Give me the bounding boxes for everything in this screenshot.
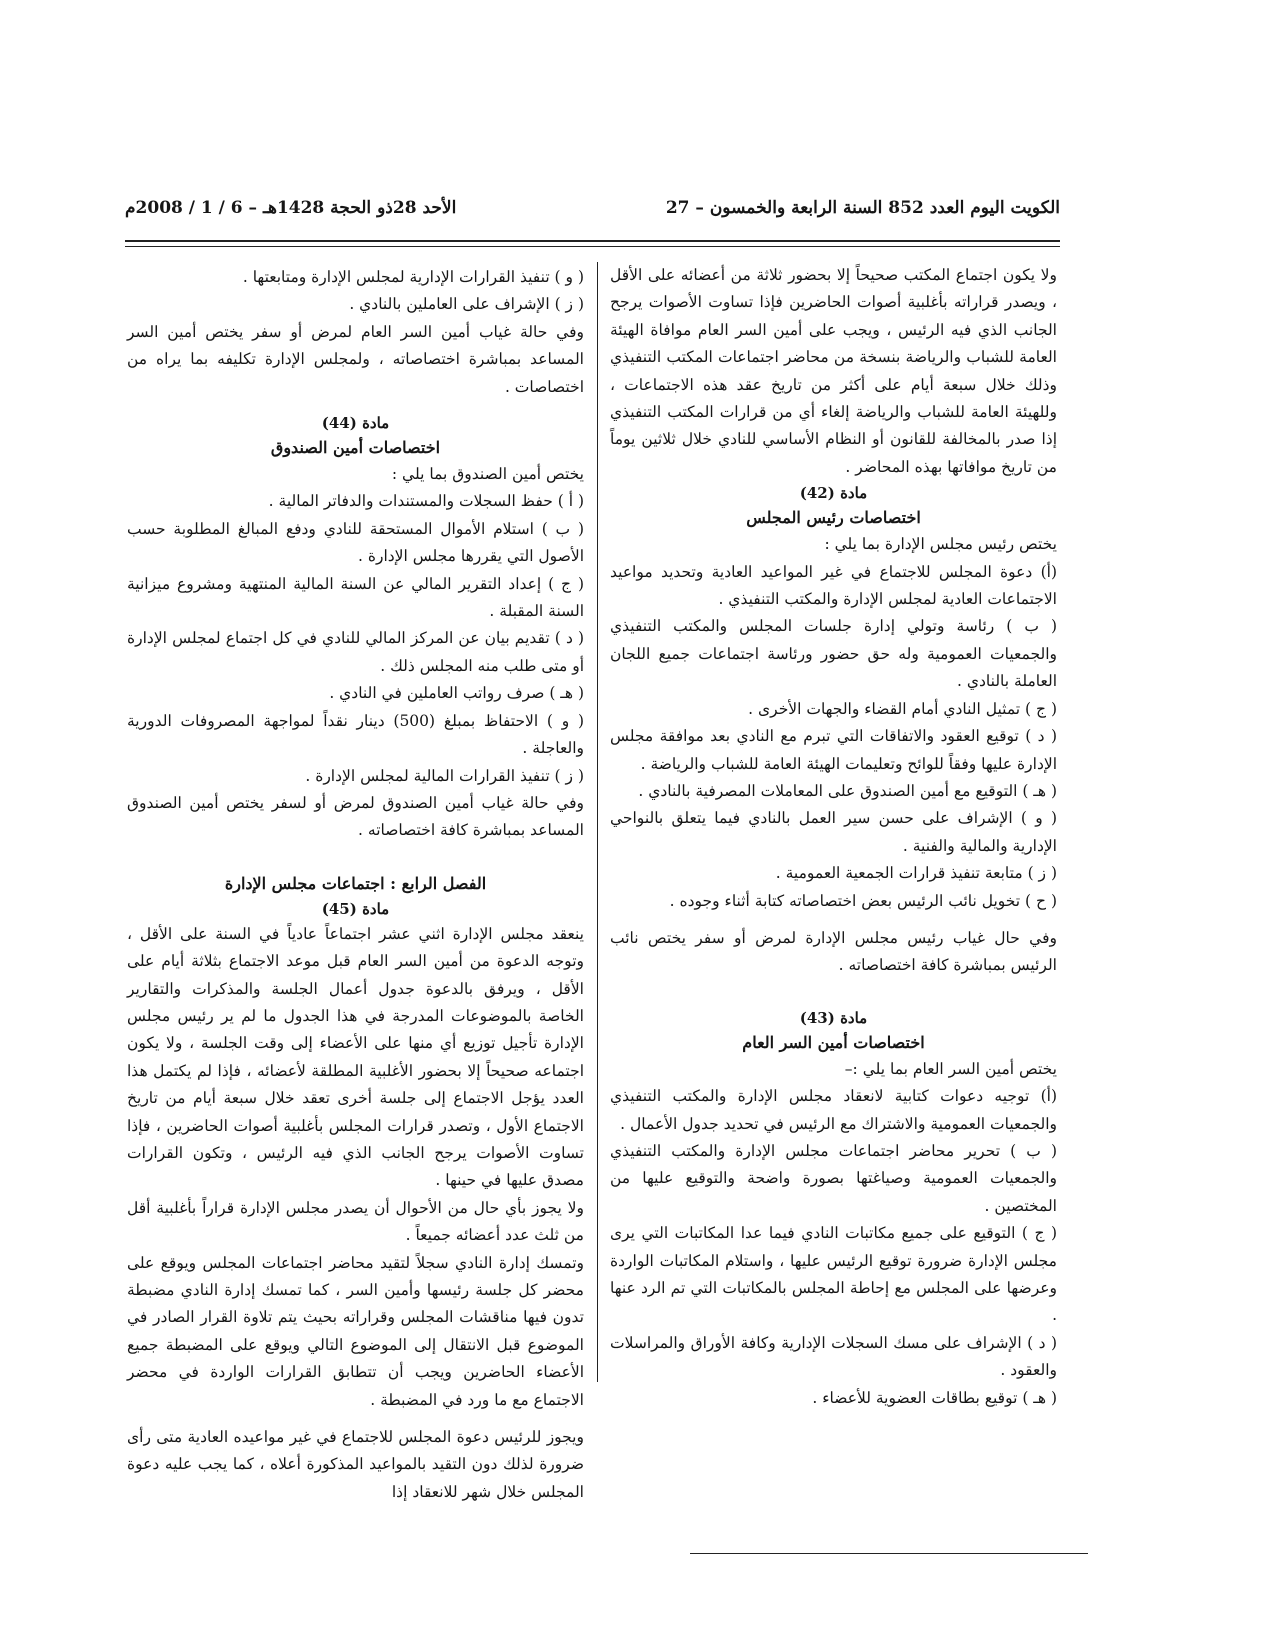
list-item: ( أ ) حفظ السجلات والمستندات والدفاتر المالية . bbox=[268, 492, 584, 511]
paragraph: وتمسك إدارة النادي سجلاً لتقيد محاضر اجتماعات المجلس ويوقع على محضر كل جلسة رئيسها وأمين السر ، كما تمسك إدارة النادي مضبطة تدون فيها مناقشات المجلس وقراراته بحيث يتم تلاوة القرار الصادر في الموضوع قبل الانتقال إلى الموضوع التالي ويوقع على المضبطة جميع الأعضاء الحاضرين ويجب أن تتطابق القرارات الواردة في محضر الاجتماع مع ما ورد في المضبطة . bbox=[127, 1253, 584, 1409]
list-item: ( و ) الإشراف على حسن سير العمل بالنادي فيما يتعلق بالنواحي الإدارية والمالية والفنية . bbox=[610, 809, 1057, 855]
list-item: (أ) توجيه دعوات كتابية لانعقاد مجلس الإدارة والمكتب التنفيذي والجمعيات العمومية والاشتراك مع الرئيس في تحديد جدول الأعمال . bbox=[610, 1087, 1057, 1133]
header-date: الأحد 28ذو الحجة 1428هـ – 6 / 1 / 2008م bbox=[125, 198, 457, 218]
article-title: اختصاصات أمين السر العام bbox=[742, 1032, 925, 1052]
paragraph: وفي حال غياب رئيس مجلس الإدارة لمرض أو سفر يختص نائب الرئيس بمباشرة كافة اختصاصاته . bbox=[610, 928, 1057, 975]
article-title: اختصاصات أمين الصندوق bbox=[270, 438, 441, 458]
paragraph: ويجوز للرئيس دعوة المجلس للاجتماع في غير مواعيده العادية متى رأى ضرورة لذلك دون التقيد بالمواعيد المذكورة أعلاه ، كما يجب عليه دعوة المجلس خلال شهر للانعقاد إذا bbox=[127, 1428, 584, 1501]
list-item: ( و ) الاحتفاظ بمبلغ (500) دينار نقداً لمواجهة المصروفات الدورية والعاجلة . bbox=[127, 711, 584, 758]
list-item: ( ج ) تمثيل النادي أمام القضاء والجهات الأخرى . bbox=[748, 699, 1057, 718]
list-item: ( ز ) متابعة تنفيذ قرارات الجمعية العمومية . bbox=[775, 864, 1057, 883]
list-item: ( ب ) استلام الأموال المستحقة للنادي ودفع المبالغ المطلوبة حسب الأصول التي يقررها مجلس الإدارة . bbox=[127, 519, 584, 566]
paragraph: ولا يكون اجتماع المكتب صحيحاً إلا بحضور ثلاثة من أعضائه على الأقل ، ويصدر قراراته بأغلبية أصوات الحاضرين فإذا تساوت الأصوات يرجح الجانب الذي فيه الرئيس ، ويجب على أمين السر العام موافاة الهيئة العامة للشباب والرياضة بنسخة من محاضر اجتماعات المكتب التنفيذي وذلك خلال سبعة أيام على أكثر من تاريخ عقد هذه الاجتماعات ، وللهيئة العامة للشباب والرياضة إلغاء أي من قرارات المكتب التنفيذي إذا صدر بالمخالفة للقانون أو النظام الأساسي للنادي خلال ثلاثين يوماً من تاريخ موافاتها بهذه المحاضر . bbox=[610, 266, 1057, 476]
article-number: مادة (44) bbox=[321, 414, 390, 433]
list-item: ( د ) توقيع العقود والاتفاقات التي تبرم مع النادي بعد موافقة مجلس الإدارة عليها وفقاً للوائح وتعليمات الهيئة العامة للشباب والرياضة . bbox=[610, 727, 1057, 773]
paragraph: ولا يجوز بأي حال من الأحوال أن يصدر مجلس الإدارة قراراً بأغلبية أقل من ثلث عدد أعضائه جميعاً . bbox=[127, 1198, 584, 1245]
list-item: ( ب ) تحرير محاضر اجتماعات مجلس الإدارة والمكتب التنفيذي والجمعيات العمومية وصياغتها بصورة واضحة والتوقيع عليها من المختصين . bbox=[610, 1141, 1057, 1215]
article-intro: يختص أمين الصندوق بما يلي : bbox=[391, 465, 584, 484]
list-item: ( ج ) التوقيع على جميع مكاتبات النادي فيما عدا المكاتبات التي يرى مجلس الإدارة ضرورة توقيع الرئيس عليها ، واستلام المكاتبات الواردة وعرضها على المجلس مع إحاطة المجلس بالمكاتبات التي تم الرد عنها . bbox=[610, 1224, 1057, 1325]
list-item: ( د ) الإشراف على مسك السجلات الإدارية وكافة الأوراق والمراسلات والعقود . bbox=[610, 1333, 1057, 1380]
list-item: ( ح ) تخويل نائب الرئيس بعض اختصاصاته كتابة أثناء وجوده . bbox=[669, 891, 1057, 910]
list-item: ( ز ) الإشراف على العاملين بالنادي . bbox=[349, 295, 584, 314]
paragraph: ينعقد مجلس الإدارة اثني عشر اجتماعاً عادياً في السنة على الأقل ، وتوجه الدعوة من أمين السر العام قبل موعد الاجتماع بثلاثة أيام على الأقل ، ويرفق بالدعوة جدول أعمال الجلسة والمذكرات والتقارير الخاصة بالموضوعات المدرجة في هذا الجدول ما لم ير رئيس مجلس الإدارة تأجيل توزيع أي منها على الأعضاء إلى وقت الجلسة ، ولا يكون اجتماعه صحيحاً إلا بحضور الأغلبية المطلقة لأعضائه ، فإذا لم يكتمل هذا العدد يؤجل الاجتماع إلى جلسة أخرى تعقد خلال سبعة أيام من تاريخ الاجتماع الأول ، وتصدر قرارات المجلس بأغلبية أصوات الحاضرين ، فإذا تساوت الأصوات يرجح الجانب الذي فيه الرئيس ، وتكون القرارات مصدق عليها في حينها . bbox=[127, 924, 584, 1190]
paragraph: وفي حالة غياب أمين السر العام لمرض أو سفر يختص أمين السر المساعد بمباشرة اختصاصاته ، ولمجلس الإدارة تكليفه بما يراه من اختصاصات . bbox=[127, 322, 584, 396]
article-number: مادة (45) bbox=[321, 899, 390, 918]
article-title: اختصاصات رئيس المجلس bbox=[746, 508, 921, 528]
article-number: مادة (42) bbox=[799, 484, 868, 503]
chapter-title: الفصل الرابع : اجتماعات مجلس الإدارة bbox=[224, 873, 487, 893]
list-item: ( هـ ) التوقيع مع أمين الصندوق على المعاملات المصرفية بالنادي . bbox=[638, 781, 1057, 800]
article-intro: يختص أمين السر العام بما يلي :– bbox=[844, 1059, 1057, 1078]
page-header bbox=[125, 198, 1060, 232]
right-column bbox=[610, 262, 1057, 1412]
left-column bbox=[127, 264, 584, 1506]
header-rule-thin bbox=[125, 246, 1060, 247]
list-item: ( هـ ) توقيع بطاقات العضوية للأعضاء . bbox=[812, 1388, 1057, 1407]
list-item: ( ز ) تنفيذ القرارات المالية لمجلس الإدارة . bbox=[305, 766, 584, 785]
header-publication-info: الكويت اليوم العدد 852 السنة الرابعة والخمسون – 27 bbox=[665, 198, 1060, 218]
footer-rule bbox=[690, 1553, 1088, 1554]
paragraph: وفي حالة غياب أمين الصندوق لمرض أو لسفر يختص أمين الصندوق المساعد بمباشرة كافة اختصاصاته . bbox=[127, 793, 584, 840]
article-number: مادة (43) bbox=[799, 1008, 868, 1027]
header-rule bbox=[125, 240, 1060, 242]
list-item: ( ج ) إعداد التقرير المالي عن السنة المالية المنتهية ومشروع ميزانية السنة المقبلة . bbox=[127, 574, 584, 621]
list-item: ( و ) تنفيذ القرارات الإدارية لمجلس الإدارة ومتابعتها . bbox=[242, 268, 584, 286]
list-item: ( ب ) رئاسة وتولي إدارة جلسات المجلس والمكتب التنفيذي والجمعيات العمومية وله حق حضور ورئاسة اجتماعات جميع اللجان العاملة بالنادي . bbox=[610, 617, 1057, 691]
column-divider bbox=[597, 262, 598, 1382]
article-intro: يختص رئيس مجلس الإدارة بما يلي : bbox=[824, 535, 1057, 554]
list-item: ( هـ ) صرف رواتب العاملين في النادي . bbox=[329, 684, 584, 703]
list-item: (أ) دعوة المجلس للاجتماع في غير المواعيد العادية وتحديد مواعيد الاجتماعات العادية لمجلس الإدارة والمكتب التنفيذي . bbox=[610, 562, 1057, 609]
list-item: ( د ) تقديم بيان عن المركز المالي للنادي في كل اجتماع لمجلس الإدارة أو متى طلب منه المجلس ذلك . bbox=[127, 629, 584, 675]
